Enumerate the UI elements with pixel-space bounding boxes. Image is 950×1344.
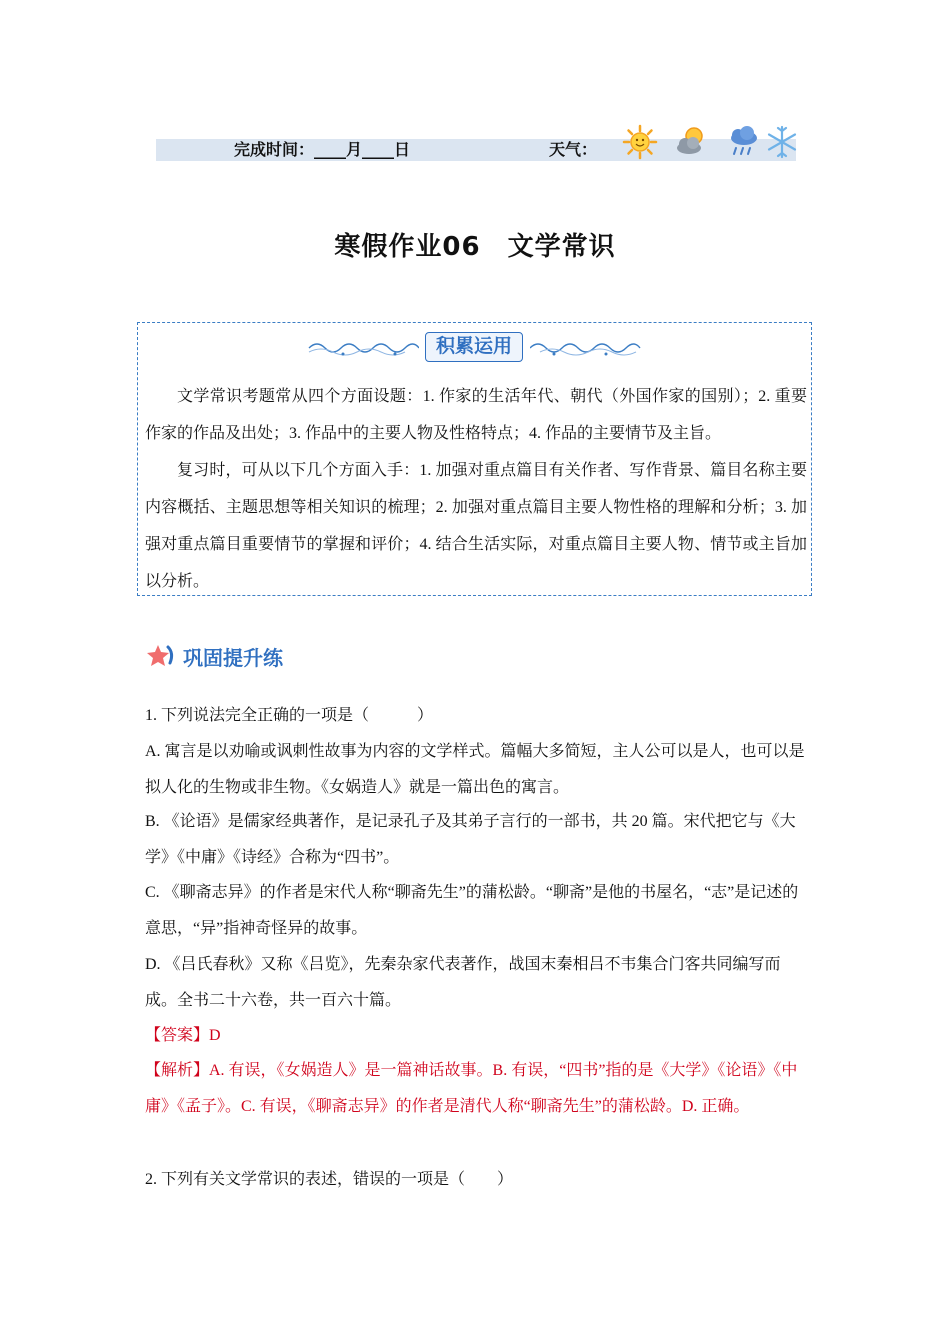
sun-icon: [622, 124, 658, 160]
weather-label: 天气：: [549, 140, 598, 159]
question-1-option-c: C. 《聊斋志异》的作者是宋代人称“聊斋先生”的蒲松龄。“聊斋”是他的书屋名，“志”是记述的意思，“异”指神奇怪异的故事。: [145, 884, 799, 937]
question-1-stem: 1. 下列说法完全正确的一项是（ ）: [145, 707, 434, 724]
left-wave-decoration: [307, 338, 419, 358]
question-1-option-b: B. 《论语》是儒家经典著作，是记录孔子及其弟子言行的一部书，共 20 篇。宋代把它与《大学》《中庸》《诗经》合称为“四书”。: [145, 813, 796, 866]
question-1-option-d: D. 《吕氏春秋》又称《吕览》，先秦杂家代表著作，战国末秦相吕不韦集合门客共同编写而成。全书二十六卷，共一百六十篇。: [145, 956, 781, 1009]
star-icon: [146, 643, 176, 669]
right-wave-decoration: [530, 338, 642, 358]
section-title: 巩固提升练: [182, 646, 283, 670]
page-title: 寒假作业06 文学常识: [334, 232, 616, 262]
info-paragraph-1: 文学常识考题常从四个方面设题：1. 作家的生活年代、朝代（外国作家的国别）；2. 重要作家的作品及出处；3. 作品中的主要人物及性格特点；4. 作品的主要情节及主旨。: [145, 388, 807, 442]
question-2-stem: 2. 下列有关文学常识的表述，错误的一项是（ ）: [145, 1171, 514, 1188]
completion-time-label: 完成时间：____月____日: [234, 140, 411, 159]
question-1-option-a: A. 寓言是以劝喻或讽刺性故事为内容的文学样式。篇幅大多简短，主人公可以是人，也可以是拟人化的生物或非生物。《女娲造人》就是一篇出色的寓言。: [145, 743, 805, 796]
partly-cloudy-icon: [674, 124, 710, 160]
snowflake-icon: [764, 124, 800, 160]
box-badge: 积累运用: [425, 332, 523, 362]
section-heading: [146, 642, 283, 676]
question-1-answer: 【答案】D: [145, 1027, 221, 1044]
rain-cloud-icon: [726, 124, 762, 160]
question-1-analysis: 【解析】A. 有误，《女娲造人》是一篇神话故事。B. 有误，“四书”指的是《大学》《论语》《中庸》《孟子》。C. 有误，《聊斋志异》的作者是清代人称“聊斋先生”的蒲松龄。D. 正确。: [145, 1062, 798, 1115]
info-paragraph-2: 复习时，可从以下几个方面入手：1. 加强对重点篇目有关作者、写作背景、篇目名称主要内容概括、主题思想等相关知识的梳理；2. 加强对重点篇目主要人物性格的理解和分析；3. 加强对重点篇目重要情节的掌握和评价；4. 结合生活实际，对重点篇目主要人物、情节或主旨加以分析。: [145, 462, 807, 590]
